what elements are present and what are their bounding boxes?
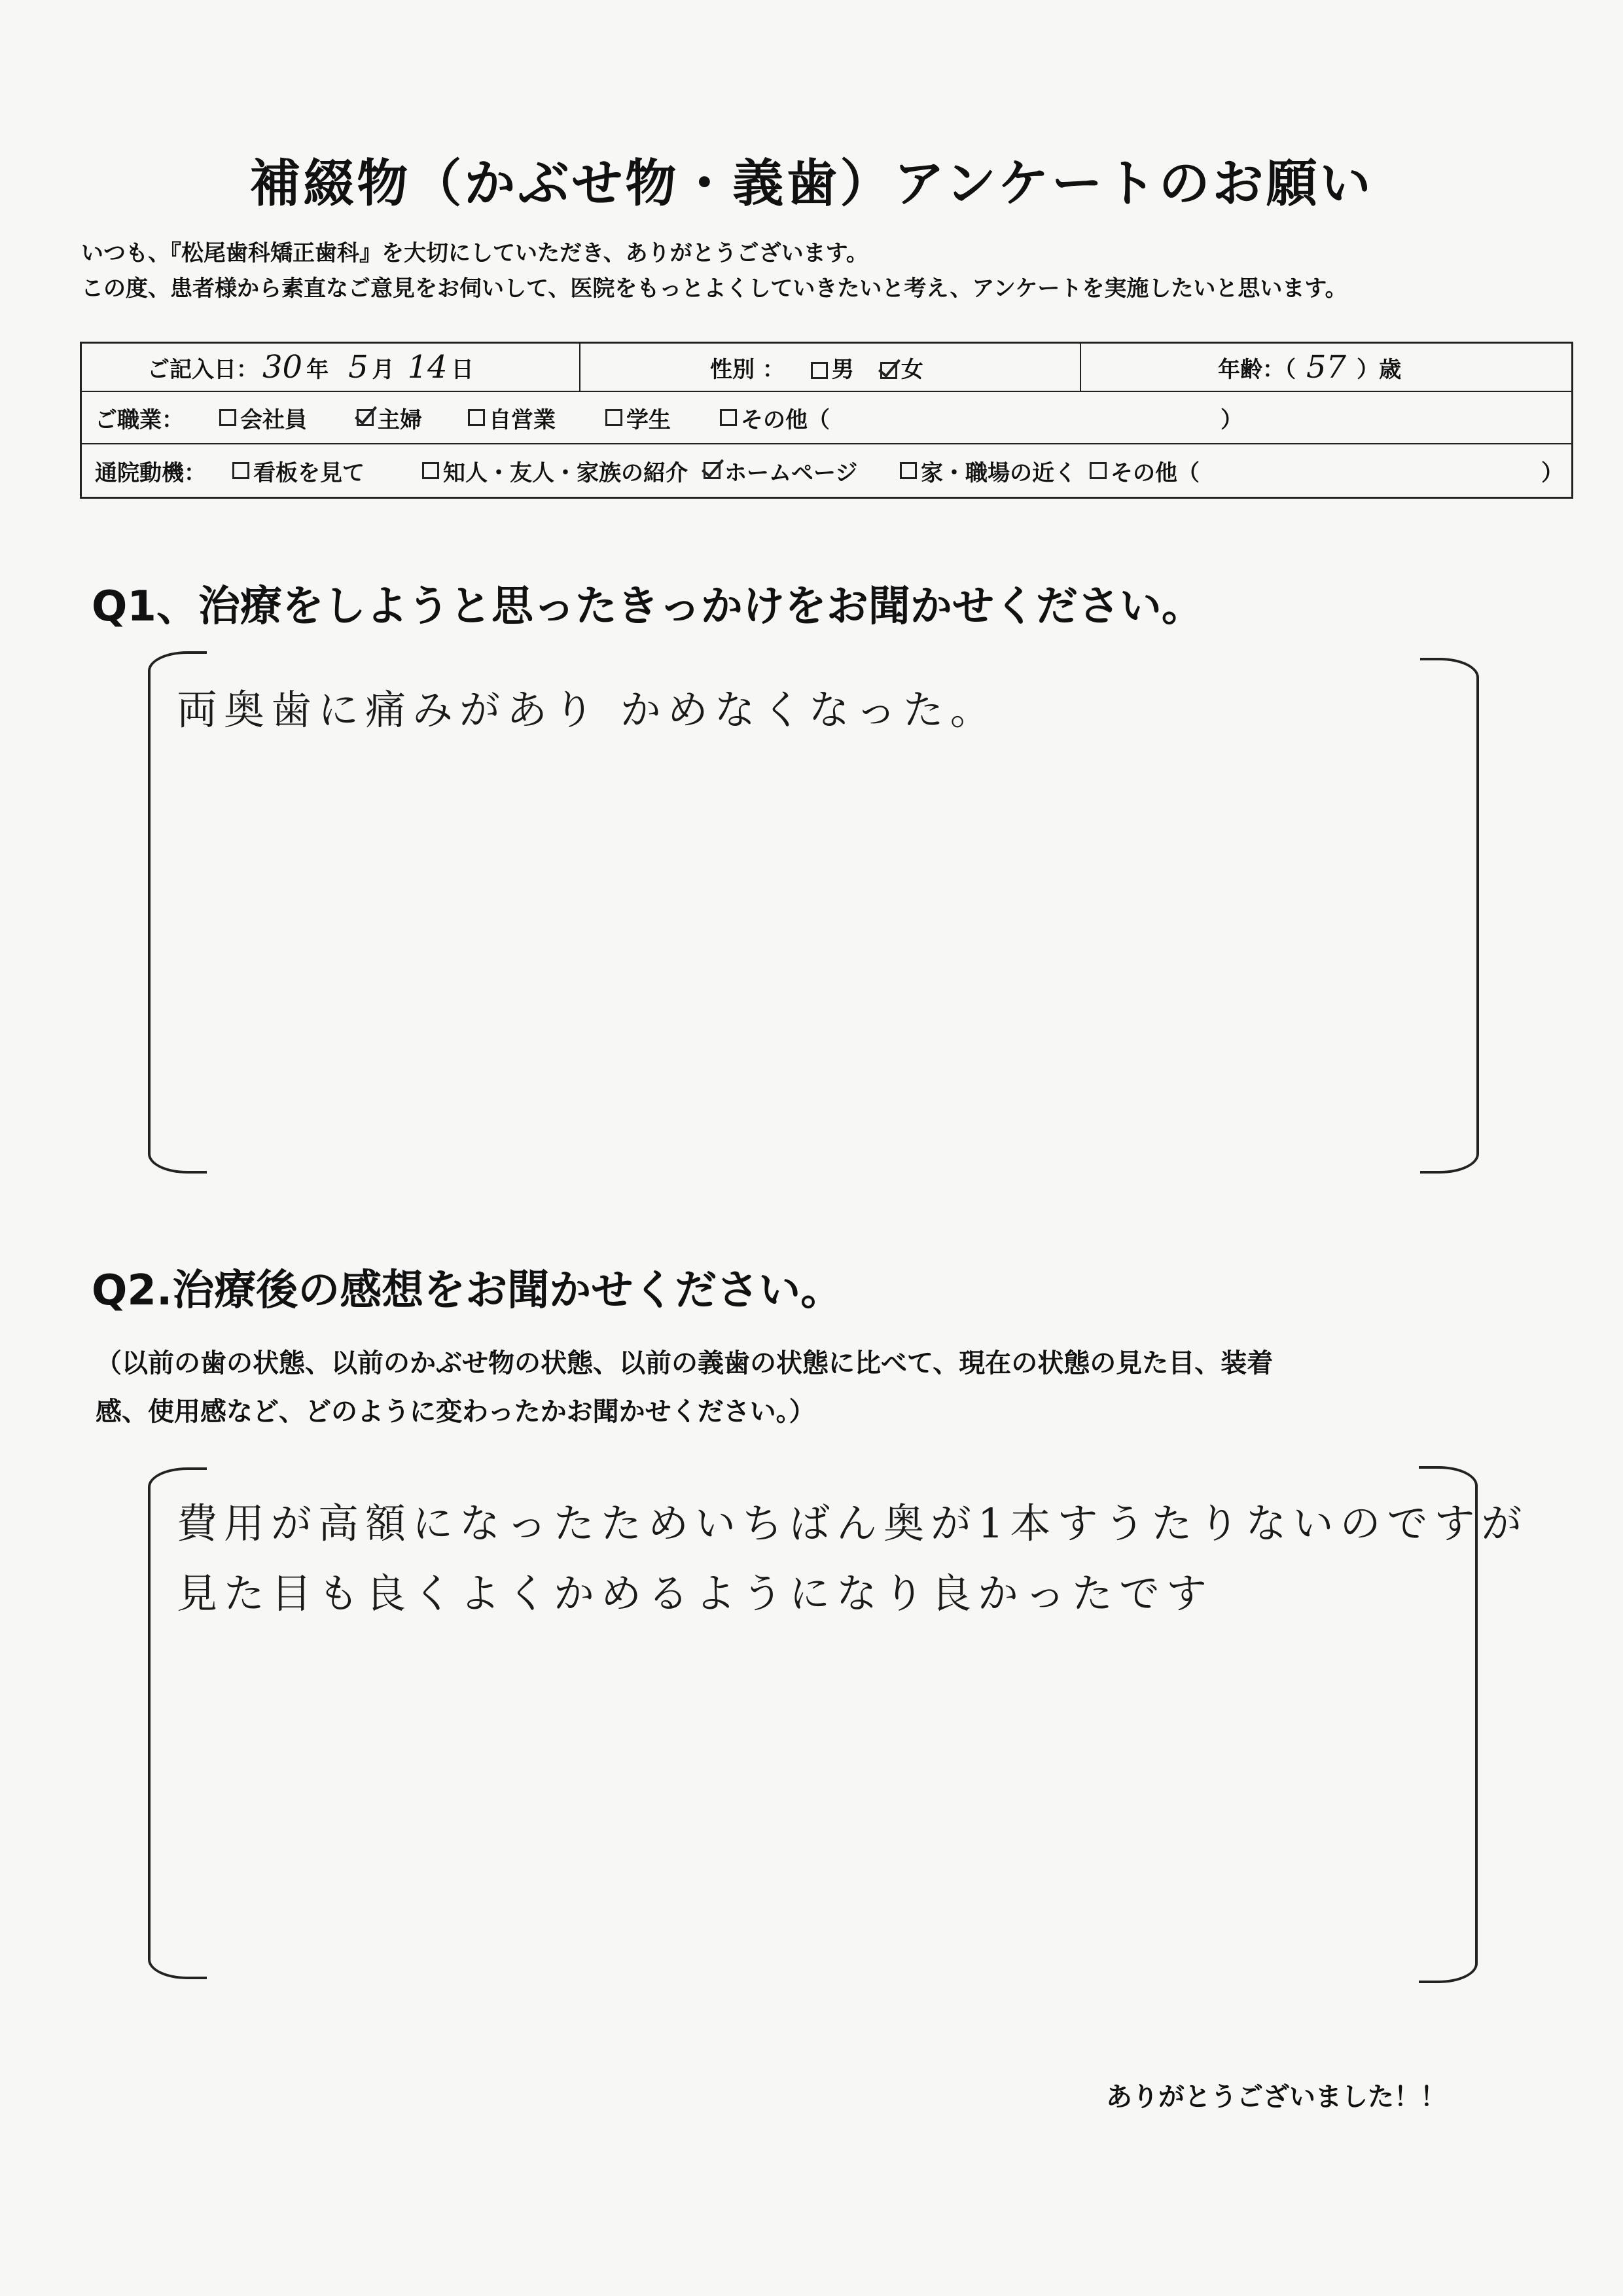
occupation-option-housewife[interactable]: 主婦: [357, 392, 422, 443]
intro-line-1: いつも、『松尾歯科矯正歯科』を大切にしていただき、ありがとうございます。: [81, 240, 868, 266]
gender-label: 性別 ：: [710, 356, 785, 383]
date-year-value: 30: [262, 349, 303, 386]
age-unit: ）歳: [1357, 356, 1402, 383]
question-1: Q1、治療をしようと思ったきっかけをお聞かせください。: [92, 583, 1204, 631]
intro-text: [81, 236, 1347, 306]
date-day-value: 14: [407, 349, 448, 386]
checkbox-checked-icon: [880, 362, 897, 379]
checkbox-icon: [900, 462, 917, 479]
info-row-date-gender-age: [82, 344, 1571, 392]
age-value: 57: [1306, 349, 1347, 386]
motive-close-paren: ）: [1541, 459, 1563, 486]
checkbox-icon: [1090, 462, 1107, 479]
age-field[interactable]: [1218, 344, 1401, 391]
question-2-note-line-1: （以前の歯の状態、以前のかぶせ物の状態、以前の義歯の状態に比べて、現在の状態の見た目、装着: [96, 1348, 1274, 1378]
closing-thanks: ありがとうございました！！: [1106, 2082, 1446, 2112]
table-divider: [1080, 344, 1081, 391]
checkbox-icon: [232, 462, 249, 479]
checkbox-icon: [605, 409, 622, 426]
motive-option-homepage[interactable]: ホームページ: [704, 444, 857, 497]
occupation-option-student[interactable]: 学生: [605, 392, 671, 443]
motive-option-referral[interactable]: 知人・友人・家族の紹介: [422, 444, 688, 497]
patient-info-table: [80, 342, 1573, 499]
occupation-close-paren: ）: [1221, 406, 1243, 433]
page-title: 補綴物（かぶせ物・義歯）アンケートのお願い: [249, 154, 1374, 213]
motive-option-nearby[interactable]: 家・職場の近く: [900, 444, 1077, 497]
motive-option-other[interactable]: その他（: [1090, 444, 1200, 497]
answer-2-line-1[interactable]: 費用が高額になったためいちばん奥が1本すうたりないのですが: [177, 1499, 1529, 1547]
motive-label: 通院動機：: [95, 459, 206, 486]
age-label: 年齢：（: [1218, 356, 1296, 383]
checkbox-checked-icon: [357, 409, 374, 426]
motive-option-signboard[interactable]: 看板を見て: [232, 444, 365, 497]
question-2-note: [96, 1339, 1273, 1436]
date-field[interactable]: [147, 344, 474, 391]
info-row-occupation: [82, 392, 1571, 444]
checkbox-icon: [219, 409, 236, 426]
answer-2-line-2[interactable]: 見た目も良くよくかめるようになり良かったです: [177, 1570, 1214, 1617]
date-label: ご記入日：: [147, 356, 259, 383]
checkbox-icon: [811, 362, 828, 379]
question-2-note-line-2: 感、使用感など、どのように変わったかお聞かせください。）: [96, 1397, 815, 1427]
gender-option-female[interactable]: 女: [880, 351, 923, 384]
table-divider: [579, 344, 580, 391]
checkbox-icon: [468, 409, 485, 426]
occupation-label: ご職業：: [95, 406, 184, 433]
question-2: Q2.治療後の感想をお聞かせください。: [92, 1266, 843, 1315]
date-month-value: 5: [348, 349, 368, 386]
checkbox-checked-icon: [704, 462, 721, 479]
date-day-unit: 日: [451, 356, 474, 383]
occupation-option-self-employed[interactable]: 自営業: [468, 392, 556, 443]
occupation-option-other[interactable]: その他（: [720, 392, 830, 443]
answer-1-text[interactable]: 両奥歯に痛みがあり かめなくなった。: [177, 686, 997, 734]
gender-option-male[interactable]: 男: [811, 351, 854, 384]
date-month-unit: 月: [372, 356, 395, 383]
checkbox-icon: [720, 409, 737, 426]
answer-1-bracket-right: [1420, 658, 1479, 1174]
info-row-motive: [82, 444, 1571, 497]
gender-field: [710, 344, 923, 391]
date-year-unit: 年: [306, 356, 329, 383]
checkbox-icon: [422, 462, 439, 479]
occupation-option-employee[interactable]: 会社員: [219, 392, 307, 443]
intro-line-2: この度、患者様から素直なご意見をお伺いして、医院をもっとよくしていきたいと考え、アンケートを実施したいと思います。: [81, 276, 1347, 302]
